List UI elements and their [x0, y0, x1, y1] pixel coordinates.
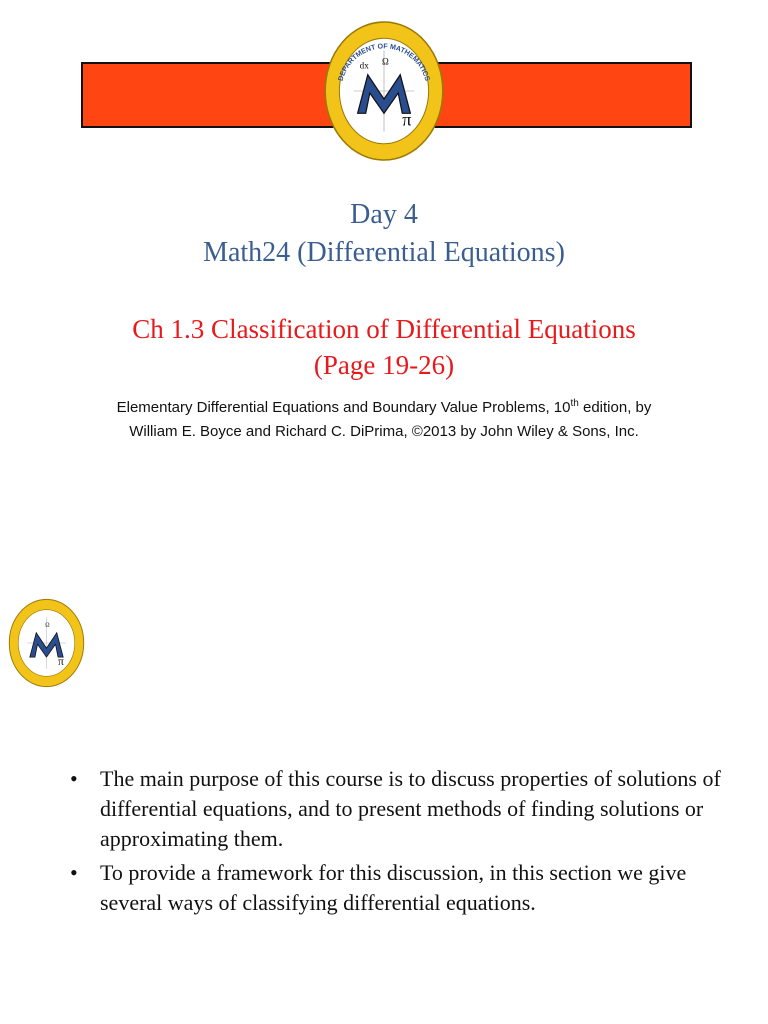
page-range: (Page 19-26)	[313, 350, 455, 380]
bullet-marker: •	[70, 766, 78, 791]
svg-text:Ω: Ω	[381, 56, 389, 67]
department-seal-logo-small	[8, 598, 85, 688]
chapter-title: Ch 1.3 Classification of Differential Equations	[132, 314, 636, 344]
content-slide	[0, 512, 768, 1024]
bullet-marker: •	[70, 860, 78, 885]
bullet-list	[70, 764, 730, 922]
bullet-item	[70, 764, 730, 854]
svg-text:π: π	[58, 655, 64, 668]
textbook-reference	[0, 392, 768, 444]
svg-text:π: π	[402, 109, 412, 130]
bullet-text: The main purpose of this course is to discuss properties of solutions of differential equations, and to present methods of finding solutions or approximating them.	[100, 766, 721, 851]
day-title: Day 4	[350, 199, 418, 230]
svg-text:DEPARTMENT OF MATHEMATICS: DEPARTMENT OF MATHEMATICS	[336, 42, 432, 82]
bullet-item	[70, 858, 730, 918]
svg-text:Ω: Ω	[45, 622, 50, 629]
reference-line-2: William E. Boyce and Richard C. DiPrima, ©2013 by John Wiley & Sons, Inc.	[129, 423, 639, 440]
bullet-text: To provide a framework for this discussion, in this section we give several ways of classifying differential equations.	[100, 860, 687, 915]
course-title: Math24 (Differential Equations)	[203, 237, 565, 268]
reference-line-1: Elementary Differential Equations and Boundary Value Problems, 10th edition, by	[116, 398, 652, 416]
seal-graphic	[323, 20, 445, 162]
department-seal-logo	[323, 20, 445, 162]
svg-text:dx: dx	[359, 60, 369, 71]
seal-graphic-small	[8, 598, 85, 688]
